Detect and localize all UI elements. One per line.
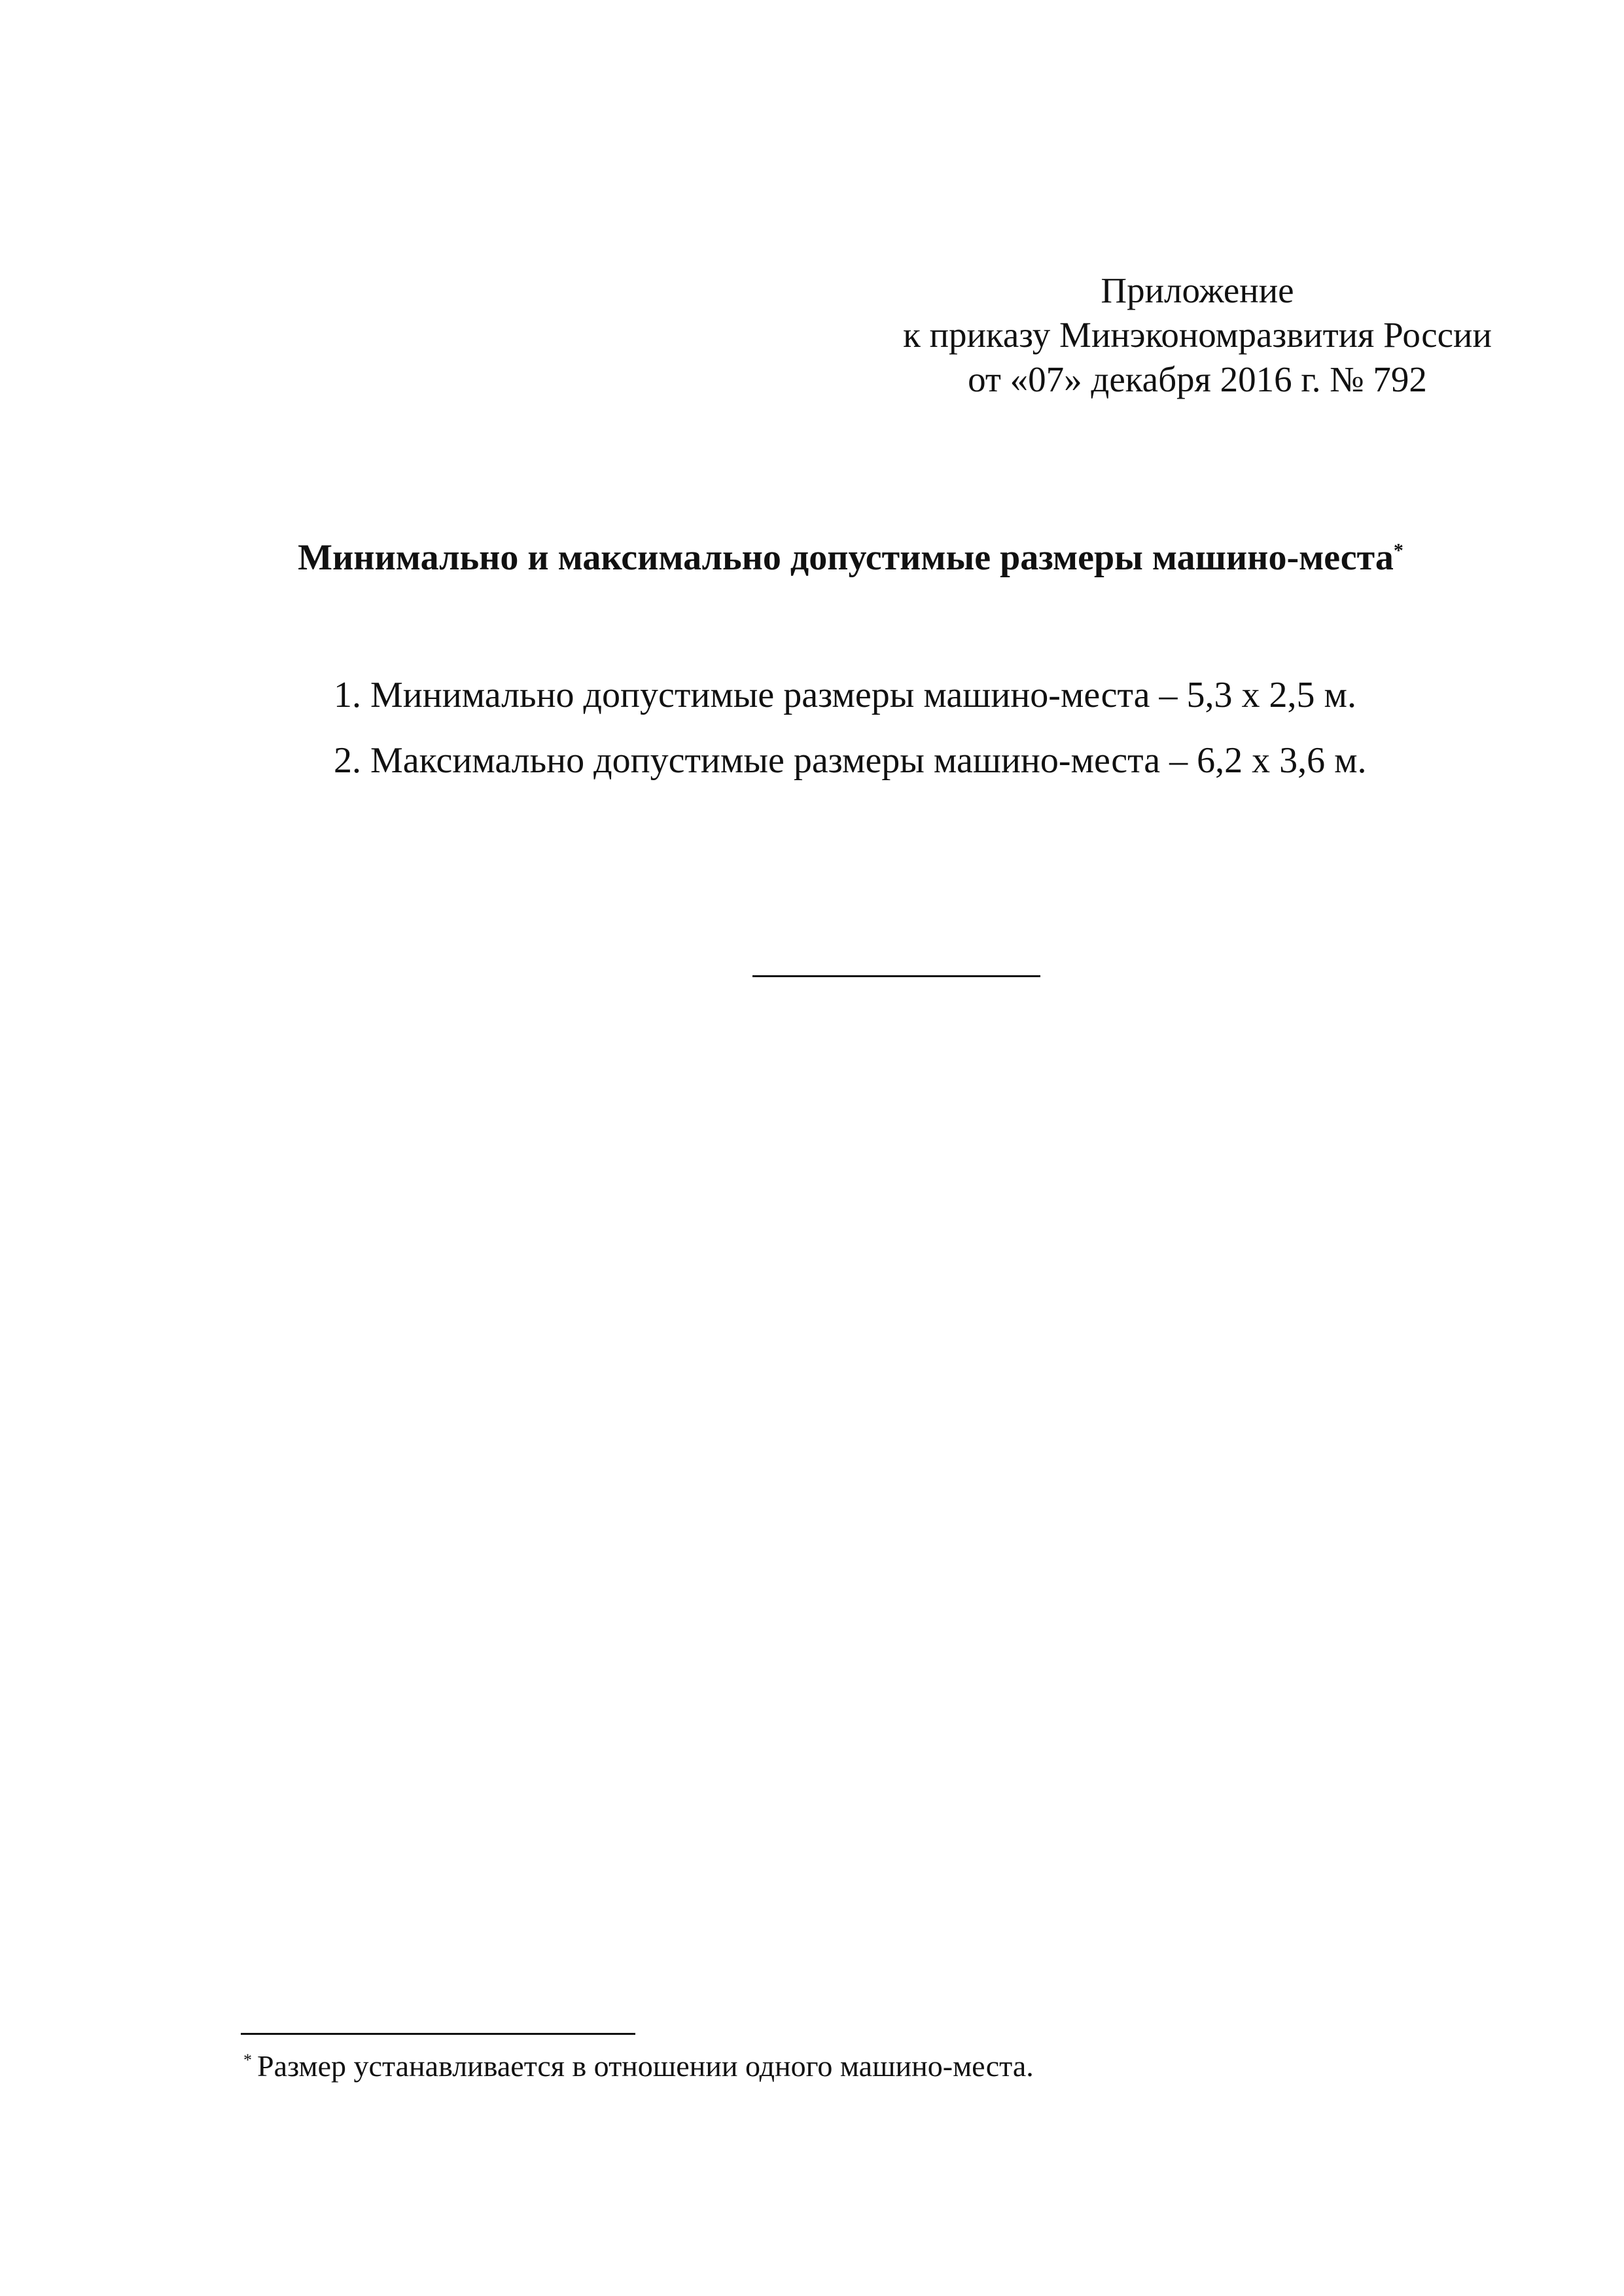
footnote-divider [241,2033,635,2035]
section-divider [752,975,1040,977]
document-title-text: Минимально и максимально допустимые размеры машино-места [298,537,1394,578]
document-title [196,537,1505,579]
footnote-marker: * [243,2050,252,2070]
annex-order-reference: к приказу Минэкономразвития России [903,315,1492,355]
list-item-maximum-size: 2. Максимально допустимые размеры машино-места – 6,2 х 3,6 м. [334,740,1367,781]
annex-label: Приложение [1101,270,1294,310]
annex-order-date: от «07» декабря 2016 г. № 792 [968,359,1427,399]
footnote-text: Размер устанавливается в отношении одного машино-места. [257,2049,1034,2083]
footnote-reference-marker: * [1393,539,1403,562]
footnote [243,2049,1034,2083]
annex-header [851,268,1544,402]
list-item-minimum-size: 1. Минимально допустимые размеры машино-места – 5,3 х 2,5 м. [334,675,1356,715]
